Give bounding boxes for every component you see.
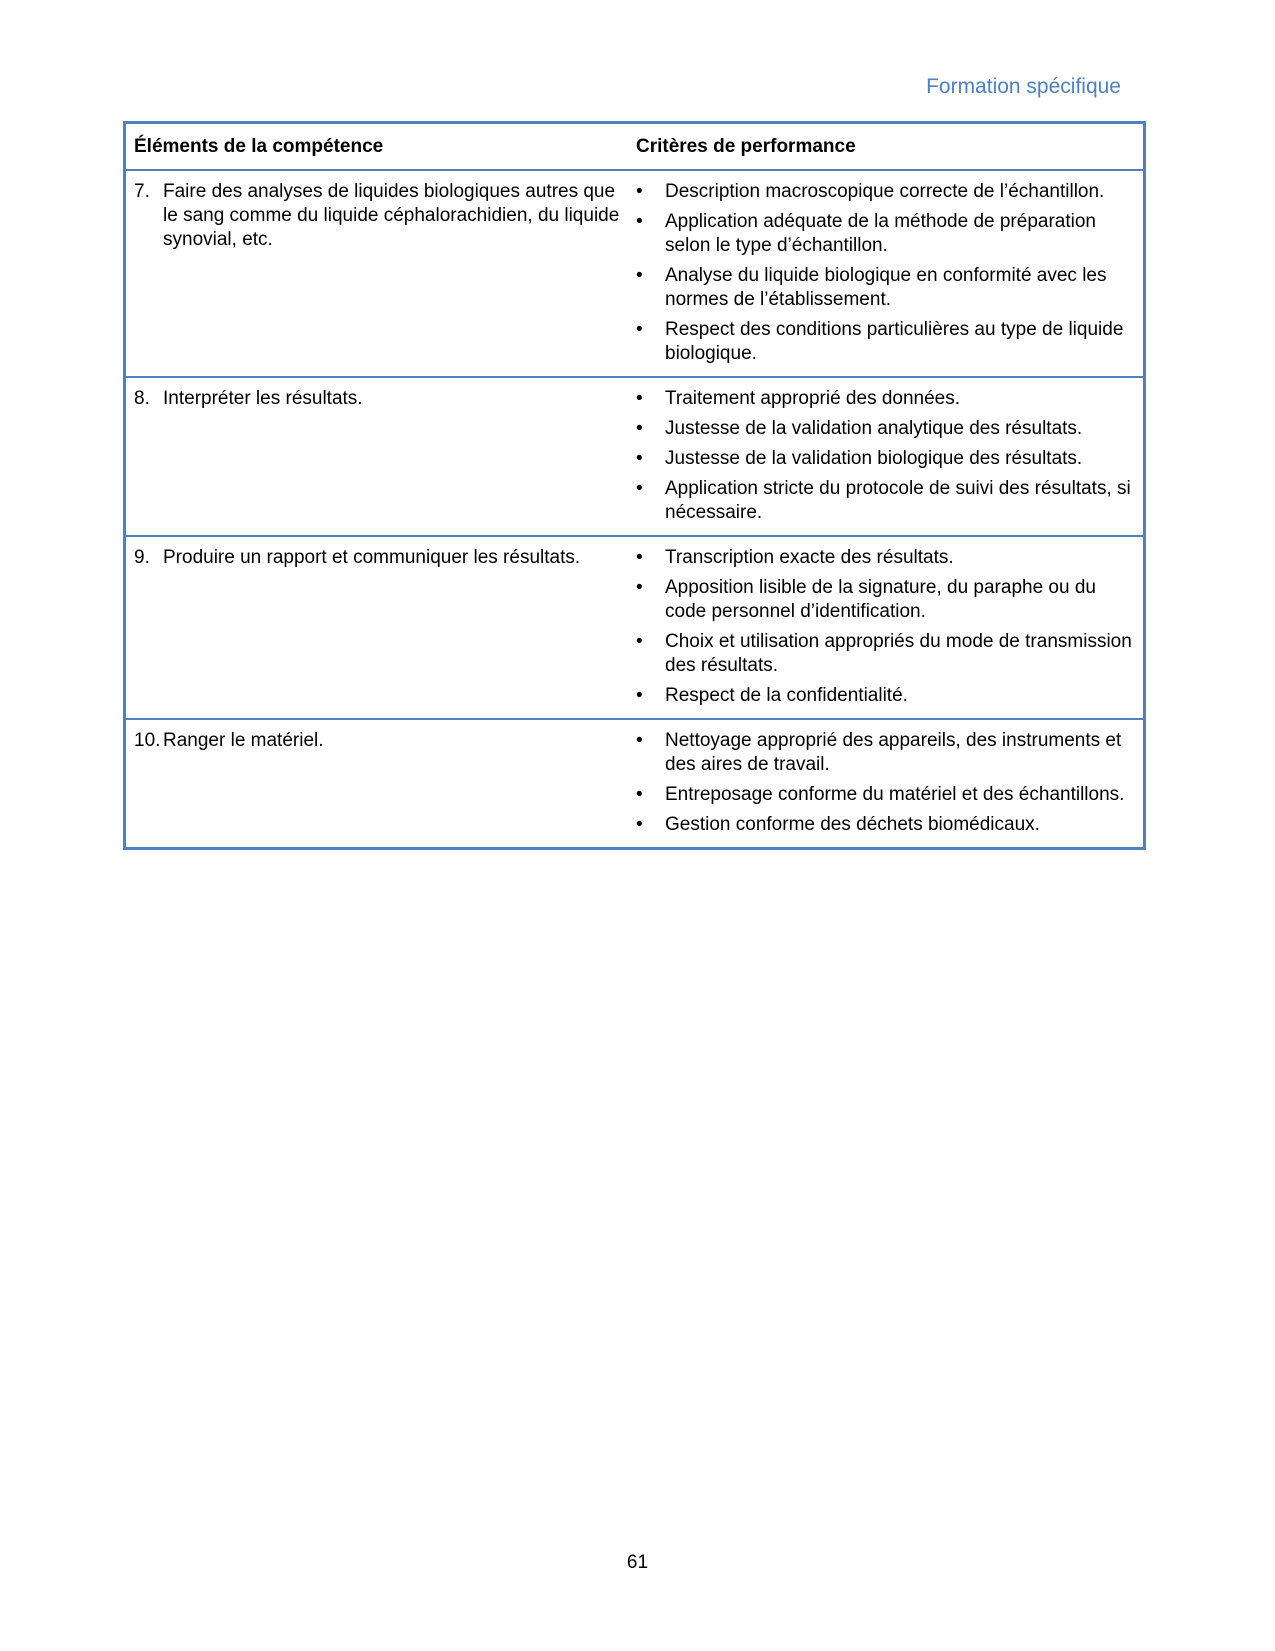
bullet-icon xyxy=(636,387,665,411)
criteria-text: Respect des conditions particulières au type de liquide biologique. xyxy=(665,319,1124,364)
table-header-row xyxy=(126,124,1143,171)
criteria-text: Apposition lisible de la signature, du paraphe ou du code personnel d’identification. xyxy=(665,577,1096,622)
criteria-item xyxy=(636,576,1135,624)
criteria-item xyxy=(636,684,1135,708)
element-text: Interpréter les résultats. xyxy=(163,388,363,409)
bullet-icon xyxy=(636,417,665,441)
table-row xyxy=(126,537,1143,720)
criteria-text: Analyse du liquide biologique en conformité avec les normes de l’établissement. xyxy=(665,265,1107,310)
competence-element xyxy=(134,387,628,411)
criteria-text: Description macroscopique correcte de l’échantillon. xyxy=(665,181,1105,202)
criteria-item xyxy=(636,630,1135,678)
element-cell xyxy=(126,378,636,535)
criteria-item xyxy=(636,783,1135,807)
element-text: Produire un rapport et communiquer les résultats. xyxy=(163,547,581,568)
bullet-icon xyxy=(636,576,665,624)
criteria-item xyxy=(636,546,1135,570)
criteria-item xyxy=(636,387,1135,411)
element-number: 9. xyxy=(134,547,150,568)
criteria-list xyxy=(636,546,1135,708)
criteria-text: Gestion conforme des déchets biomédicaux. xyxy=(665,814,1040,835)
element-text: Ranger le matériel. xyxy=(163,730,324,751)
criteria-text: Respect de la confidentialité. xyxy=(665,685,908,706)
element-number: 7. xyxy=(134,181,150,202)
criteria-item xyxy=(636,318,1135,366)
criteria-item xyxy=(636,264,1135,312)
criteria-item xyxy=(636,813,1135,837)
bullet-icon xyxy=(636,210,665,258)
criteria-list xyxy=(636,180,1135,366)
column-header-elements: Éléments de la compétence xyxy=(134,135,384,157)
criteria-text: Entreposage conforme du matériel et des échantillons. xyxy=(665,784,1125,805)
criteria-item xyxy=(636,180,1135,204)
criteria-cell xyxy=(636,537,1143,718)
criteria-text: Justesse de la validation analytique des résultats. xyxy=(665,418,1083,439)
table-row xyxy=(126,171,1143,378)
bullet-icon xyxy=(636,729,665,777)
bullet-icon xyxy=(636,813,665,837)
criteria-item xyxy=(636,477,1135,525)
criteria-text: Application stricte du protocole de suivi des résultats, si nécessaire. xyxy=(665,478,1131,523)
criteria-text: Nettoyage approprié des appareils, des instruments et des aires de travail. xyxy=(665,730,1122,775)
element-cell xyxy=(126,720,636,847)
criteria-list xyxy=(636,729,1135,837)
competence-element xyxy=(134,729,628,753)
page-number: 61 xyxy=(626,1552,649,1573)
bullet-icon xyxy=(636,546,665,570)
criteria-item xyxy=(636,210,1135,258)
bullet-icon xyxy=(636,684,665,708)
criteria-cell xyxy=(636,171,1143,376)
column-header-criteria: Critères de performance xyxy=(636,135,856,157)
element-cell xyxy=(126,171,636,376)
element-number: 10. xyxy=(134,730,161,751)
section-title: Formation spécifique xyxy=(926,75,1121,98)
table-body xyxy=(126,171,1143,847)
criteria-text: Transcription exacte des résultats. xyxy=(665,547,954,568)
element-number: 8. xyxy=(134,388,150,409)
criteria-list xyxy=(636,387,1135,525)
criteria-text: Justesse de la validation biologique des résultats. xyxy=(665,448,1083,469)
bullet-icon xyxy=(636,180,665,204)
criteria-item xyxy=(636,447,1135,471)
competence-table xyxy=(123,121,1146,850)
bullet-icon xyxy=(636,318,665,366)
bullet-icon xyxy=(636,630,665,678)
table-row xyxy=(126,720,1143,847)
bullet-icon xyxy=(636,447,665,471)
competence-element xyxy=(134,546,628,570)
criteria-cell xyxy=(636,720,1143,847)
table-row xyxy=(126,378,1143,537)
criteria-item xyxy=(636,729,1135,777)
bullet-icon xyxy=(636,477,665,525)
criteria-text: Choix et utilisation appropriés du mode de transmission des résultats. xyxy=(665,631,1132,676)
criteria-item xyxy=(636,417,1135,441)
bullet-icon xyxy=(636,783,665,807)
element-cell xyxy=(126,537,636,718)
criteria-cell xyxy=(636,378,1143,535)
bullet-icon xyxy=(636,264,665,312)
competence-element xyxy=(134,180,628,252)
criteria-text: Application adéquate de la méthode de préparation selon le type d’échantillon. xyxy=(665,211,1096,256)
criteria-text: Traitement approprié des données. xyxy=(665,388,961,409)
element-text: Faire des analyses de liquides biologiques autres que le sang comme du liquide céphalorachidien, du liquide synovial, etc. xyxy=(163,181,620,250)
